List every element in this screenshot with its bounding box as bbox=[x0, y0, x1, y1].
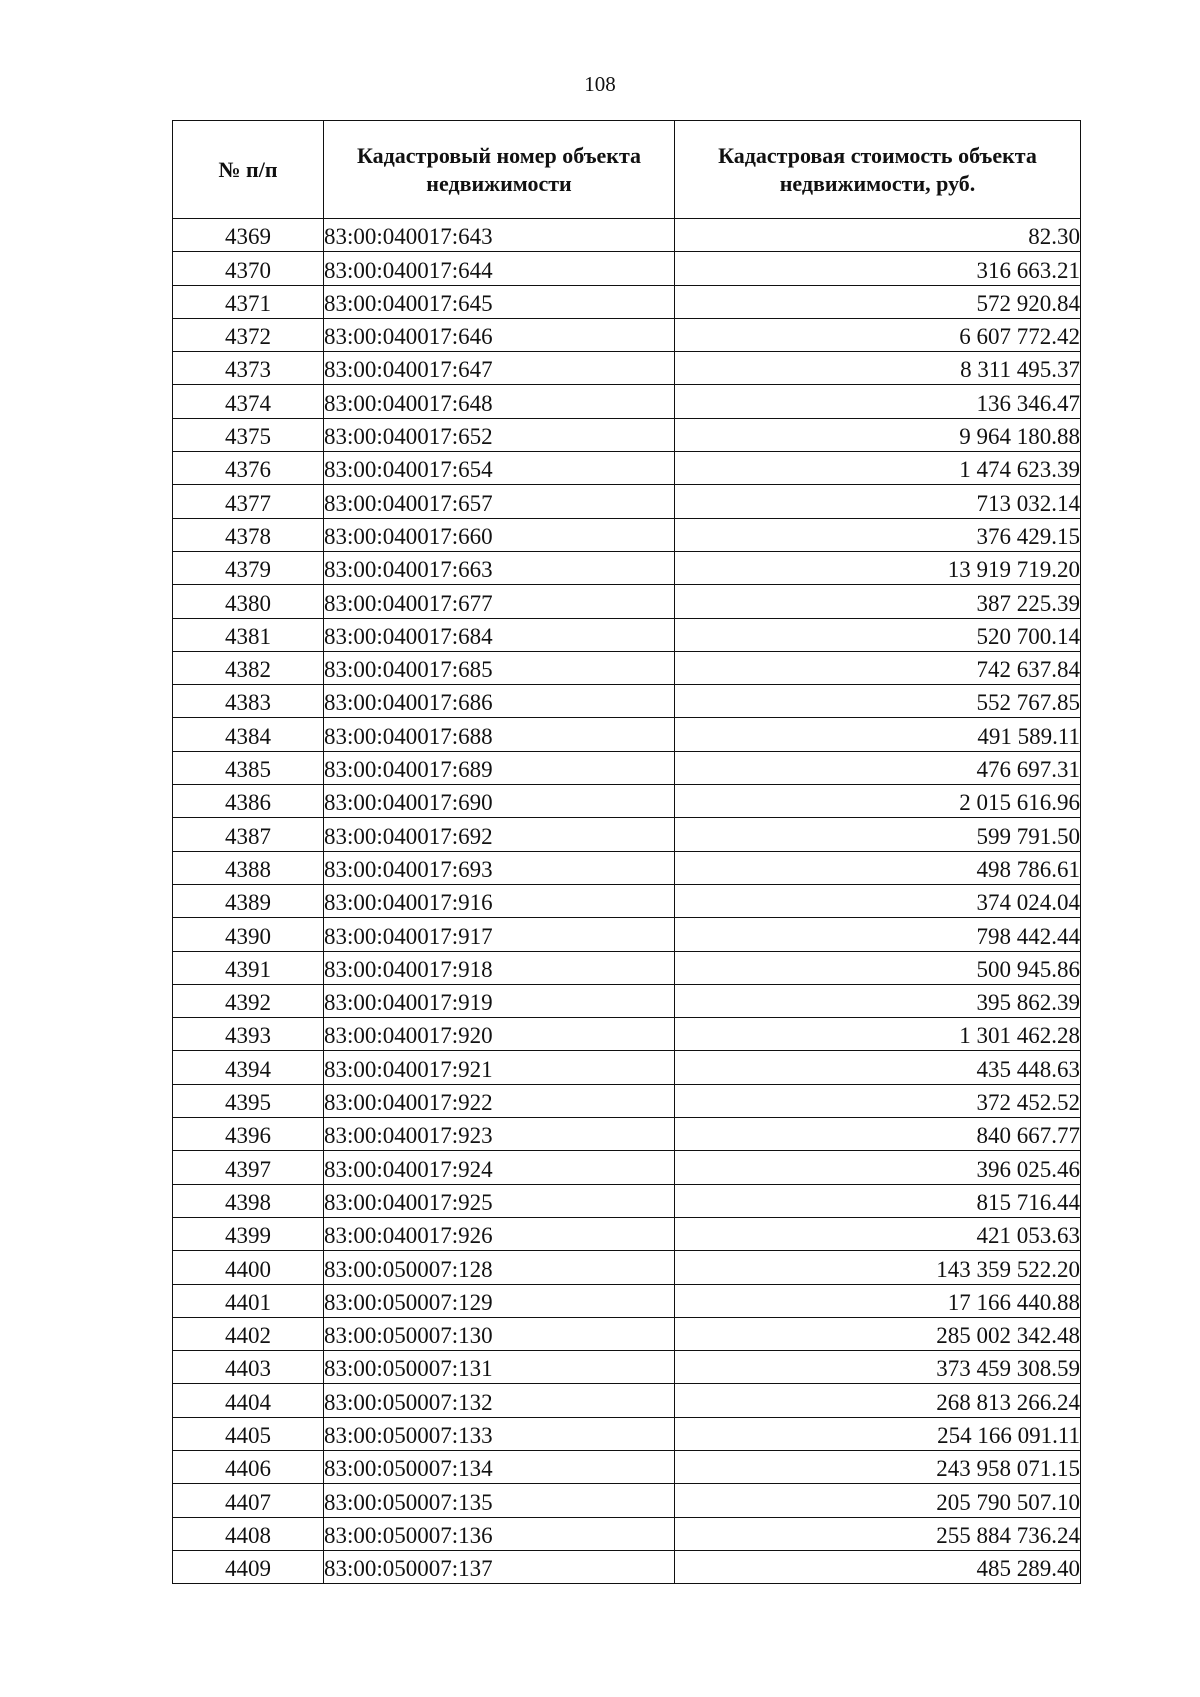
table-row bbox=[173, 1051, 1081, 1084]
row-number-cell: 4376 bbox=[173, 452, 324, 485]
cadastral-value-cell: 396 025.46 bbox=[675, 1151, 1081, 1184]
table-row bbox=[173, 1217, 1081, 1250]
cadastral-value-cell: 376 429.15 bbox=[675, 518, 1081, 551]
table-row bbox=[173, 884, 1081, 917]
table-row bbox=[173, 651, 1081, 684]
table-row bbox=[173, 984, 1081, 1017]
row-number-cell: 4394 bbox=[173, 1051, 324, 1084]
cadastral-number-cell: 83:00:040017:922 bbox=[324, 1084, 675, 1117]
table-row bbox=[173, 1417, 1081, 1450]
row-number-cell: 4408 bbox=[173, 1517, 324, 1550]
cadastral-number-cell: 83:00:040017:648 bbox=[324, 385, 675, 418]
row-number-cell: 4372 bbox=[173, 318, 324, 351]
cadastral-value-cell: 798 442.44 bbox=[675, 918, 1081, 951]
table-row bbox=[173, 818, 1081, 851]
table-header bbox=[173, 121, 1081, 219]
cadastral-number-cell: 83:00:040017:645 bbox=[324, 285, 675, 318]
column-header-cadastral-value: Кадастровая стоимость объекта недвижимости, руб. bbox=[675, 121, 1081, 219]
row-number-cell: 4406 bbox=[173, 1450, 324, 1483]
cadastral-value-cell: 395 862.39 bbox=[675, 984, 1081, 1017]
cadastral-number-cell: 83:00:040017:647 bbox=[324, 352, 675, 385]
table-row bbox=[173, 1384, 1081, 1417]
cadastral-number-cell: 83:00:050007:132 bbox=[324, 1384, 675, 1417]
table-row bbox=[173, 851, 1081, 884]
table-row bbox=[173, 352, 1081, 385]
table-row bbox=[173, 1084, 1081, 1117]
table-row bbox=[173, 1317, 1081, 1350]
row-number-cell: 4399 bbox=[173, 1217, 324, 1250]
cadastral-number-cell: 83:00:040017:920 bbox=[324, 1018, 675, 1051]
cadastral-number-cell: 83:00:040017:692 bbox=[324, 818, 675, 851]
cadastral-number-cell: 83:00:050007:136 bbox=[324, 1517, 675, 1550]
row-number-cell: 4377 bbox=[173, 485, 324, 518]
cadastral-value-cell: 255 884 736.24 bbox=[675, 1517, 1081, 1550]
table-row bbox=[173, 1118, 1081, 1151]
row-number-cell: 4378 bbox=[173, 518, 324, 551]
row-number-cell: 4392 bbox=[173, 984, 324, 1017]
cadastral-value-cell: 316 663.21 bbox=[675, 252, 1081, 285]
row-number-cell: 4409 bbox=[173, 1550, 324, 1583]
row-number-cell: 4395 bbox=[173, 1084, 324, 1117]
cadastral-number-cell: 83:00:040017:677 bbox=[324, 585, 675, 618]
table-row bbox=[173, 1484, 1081, 1517]
cadastral-value-cell: 268 813 266.24 bbox=[675, 1384, 1081, 1417]
row-number-cell: 4386 bbox=[173, 785, 324, 818]
cadastral-number-cell: 83:00:050007:135 bbox=[324, 1484, 675, 1517]
cadastral-value-cell: 435 448.63 bbox=[675, 1051, 1081, 1084]
row-number-cell: 4381 bbox=[173, 618, 324, 651]
cadastral-number-cell: 83:00:040017:916 bbox=[324, 884, 675, 917]
row-number-cell: 4403 bbox=[173, 1351, 324, 1384]
cadastral-number-cell: 83:00:050007:129 bbox=[324, 1284, 675, 1317]
cadastral-value-cell: 742 637.84 bbox=[675, 651, 1081, 684]
cadastral-number-cell: 83:00:050007:137 bbox=[324, 1550, 675, 1583]
cadastral-value-cell: 254 166 091.11 bbox=[675, 1417, 1081, 1450]
row-number-cell: 4380 bbox=[173, 585, 324, 618]
cadastral-value-cell: 372 452.52 bbox=[675, 1084, 1081, 1117]
cadastral-value-cell: 374 024.04 bbox=[675, 884, 1081, 917]
cadastral-value-cell: 572 920.84 bbox=[675, 285, 1081, 318]
cadastral-number-cell: 83:00:040017:918 bbox=[324, 951, 675, 984]
cadastral-number-cell: 83:00:050007:131 bbox=[324, 1351, 675, 1384]
cadastral-value-cell: 8 311 495.37 bbox=[675, 352, 1081, 385]
row-number-cell: 4370 bbox=[173, 252, 324, 285]
cadastral-number-cell: 83:00:050007:133 bbox=[324, 1417, 675, 1450]
cadastral-number-cell: 83:00:040017:660 bbox=[324, 518, 675, 551]
row-number-cell: 4391 bbox=[173, 951, 324, 984]
row-number-cell: 4387 bbox=[173, 818, 324, 851]
cadastral-number-cell: 83:00:040017:644 bbox=[324, 252, 675, 285]
table-row bbox=[173, 951, 1081, 984]
cadastral-value-cell: 599 791.50 bbox=[675, 818, 1081, 851]
row-number-cell: 4382 bbox=[173, 651, 324, 684]
cadastral-value-cell: 713 032.14 bbox=[675, 485, 1081, 518]
cadastral-value-cell: 815 716.44 bbox=[675, 1184, 1081, 1217]
row-number-cell: 4402 bbox=[173, 1317, 324, 1350]
table-row bbox=[173, 585, 1081, 618]
table-body bbox=[173, 219, 1081, 1584]
cadastral-value-cell: 476 697.31 bbox=[675, 751, 1081, 784]
cadastral-number-cell: 83:00:040017:690 bbox=[324, 785, 675, 818]
row-number-cell: 4405 bbox=[173, 1417, 324, 1450]
row-number-cell: 4374 bbox=[173, 385, 324, 418]
table-row bbox=[173, 785, 1081, 818]
cadastral-value-cell: 285 002 342.48 bbox=[675, 1317, 1081, 1350]
table-header-row bbox=[173, 121, 1081, 219]
cadastral-value-cell: 82.30 bbox=[675, 219, 1081, 252]
table-row bbox=[173, 1550, 1081, 1583]
cadastral-value-cell: 387 225.39 bbox=[675, 585, 1081, 618]
cadastral-number-cell: 83:00:040017:925 bbox=[324, 1184, 675, 1217]
cadastral-number-cell: 83:00:040017:684 bbox=[324, 618, 675, 651]
table-row bbox=[173, 1018, 1081, 1051]
row-number-cell: 4373 bbox=[173, 352, 324, 385]
cadastral-value-cell: 143 359 522.20 bbox=[675, 1251, 1081, 1284]
row-number-cell: 4397 bbox=[173, 1151, 324, 1184]
cadastral-number-cell: 83:00:040017:646 bbox=[324, 318, 675, 351]
cadastral-value-cell: 840 667.77 bbox=[675, 1118, 1081, 1151]
table-row bbox=[173, 485, 1081, 518]
cadastral-value-cell: 9 964 180.88 bbox=[675, 418, 1081, 451]
row-number-cell: 4385 bbox=[173, 751, 324, 784]
cadastral-number-cell: 83:00:040017:657 bbox=[324, 485, 675, 518]
cadastral-value-cell: 520 700.14 bbox=[675, 618, 1081, 651]
cadastral-number-cell: 83:00:050007:128 bbox=[324, 1251, 675, 1284]
cadastral-number-cell: 83:00:040017:663 bbox=[324, 551, 675, 584]
table-row bbox=[173, 751, 1081, 784]
table-row bbox=[173, 385, 1081, 418]
cadastral-number-cell: 83:00:040017:688 bbox=[324, 718, 675, 751]
cadastral-number-cell: 83:00:050007:134 bbox=[324, 1450, 675, 1483]
table-row bbox=[173, 1251, 1081, 1284]
cadastral-number-cell: 83:00:040017:917 bbox=[324, 918, 675, 951]
cadastral-value-cell: 243 958 071.15 bbox=[675, 1450, 1081, 1483]
cadastral-number-cell: 83:00:040017:643 bbox=[324, 219, 675, 252]
row-number-cell: 4401 bbox=[173, 1284, 324, 1317]
table-row bbox=[173, 1450, 1081, 1483]
cadastral-value-cell: 373 459 308.59 bbox=[675, 1351, 1081, 1384]
cadastral-value-cell: 2 015 616.96 bbox=[675, 785, 1081, 818]
table-row bbox=[173, 1151, 1081, 1184]
table-row bbox=[173, 1284, 1081, 1317]
row-number-cell: 4400 bbox=[173, 1251, 324, 1284]
cadastral-value-cell: 500 945.86 bbox=[675, 951, 1081, 984]
table-row bbox=[173, 618, 1081, 651]
cadastral-number-cell: 83:00:040017:685 bbox=[324, 651, 675, 684]
cadastral-number-cell: 83:00:040017:923 bbox=[324, 1118, 675, 1151]
cadastral-value-cell: 491 589.11 bbox=[675, 718, 1081, 751]
table-row bbox=[173, 285, 1081, 318]
row-number-cell: 4389 bbox=[173, 884, 324, 917]
cadastral-value-cell: 13 919 719.20 bbox=[675, 551, 1081, 584]
row-number-cell: 4398 bbox=[173, 1184, 324, 1217]
cadastral-value-cell: 552 767.85 bbox=[675, 685, 1081, 718]
column-header-no: № п/п bbox=[173, 121, 324, 219]
table-row bbox=[173, 551, 1081, 584]
cadastral-value-cell: 498 786.61 bbox=[675, 851, 1081, 884]
cadastral-number-cell: 83:00:050007:130 bbox=[324, 1317, 675, 1350]
cadastral-number-cell: 83:00:040017:689 bbox=[324, 751, 675, 784]
row-number-cell: 4396 bbox=[173, 1118, 324, 1151]
row-number-cell: 4384 bbox=[173, 718, 324, 751]
table-row bbox=[173, 452, 1081, 485]
table-row bbox=[173, 685, 1081, 718]
row-number-cell: 4369 bbox=[173, 219, 324, 252]
cadastral-number-cell: 83:00:040017:926 bbox=[324, 1217, 675, 1250]
cadastral-value-table bbox=[172, 120, 1081, 1584]
table-row bbox=[173, 1351, 1081, 1384]
table-row bbox=[173, 219, 1081, 252]
table-row bbox=[173, 318, 1081, 351]
row-number-cell: 4383 bbox=[173, 685, 324, 718]
table-row bbox=[173, 918, 1081, 951]
cadastral-number-cell: 83:00:040017:919 bbox=[324, 984, 675, 1017]
cadastral-number-cell: 83:00:040017:654 bbox=[324, 452, 675, 485]
cadastral-number-cell: 83:00:040017:693 bbox=[324, 851, 675, 884]
row-number-cell: 4390 bbox=[173, 918, 324, 951]
cadastral-value-cell: 485 289.40 bbox=[675, 1550, 1081, 1583]
table-row bbox=[173, 1517, 1081, 1550]
cadastral-value-cell: 1 301 462.28 bbox=[675, 1018, 1081, 1051]
table-row bbox=[173, 1184, 1081, 1217]
cadastral-value-cell: 17 166 440.88 bbox=[675, 1284, 1081, 1317]
column-header-cadastral-number: Кадастровый номер объекта недвижимости bbox=[324, 121, 675, 219]
cadastral-value-cell: 421 053.63 bbox=[675, 1217, 1081, 1250]
table-row bbox=[173, 718, 1081, 751]
cadastral-value-cell: 1 474 623.39 bbox=[675, 452, 1081, 485]
row-number-cell: 4371 bbox=[173, 285, 324, 318]
cadastral-value-cell: 6 607 772.42 bbox=[675, 318, 1081, 351]
row-number-cell: 4407 bbox=[173, 1484, 324, 1517]
row-number-cell: 4379 bbox=[173, 551, 324, 584]
table-row bbox=[173, 252, 1081, 285]
cadastral-number-cell: 83:00:040017:686 bbox=[324, 685, 675, 718]
row-number-cell: 4404 bbox=[173, 1384, 324, 1417]
row-number-cell: 4393 bbox=[173, 1018, 324, 1051]
cadastral-number-cell: 83:00:040017:924 bbox=[324, 1151, 675, 1184]
cadastral-value-cell: 136 346.47 bbox=[675, 385, 1081, 418]
page-number: 108 bbox=[584, 72, 616, 96]
row-number-cell: 4375 bbox=[173, 418, 324, 451]
row-number-cell: 4388 bbox=[173, 851, 324, 884]
table-row bbox=[173, 518, 1081, 551]
cadastral-number-cell: 83:00:040017:652 bbox=[324, 418, 675, 451]
cadastral-number-cell: 83:00:040017:921 bbox=[324, 1051, 675, 1084]
cadastral-value-cell: 205 790 507.10 bbox=[675, 1484, 1081, 1517]
table-row bbox=[173, 418, 1081, 451]
